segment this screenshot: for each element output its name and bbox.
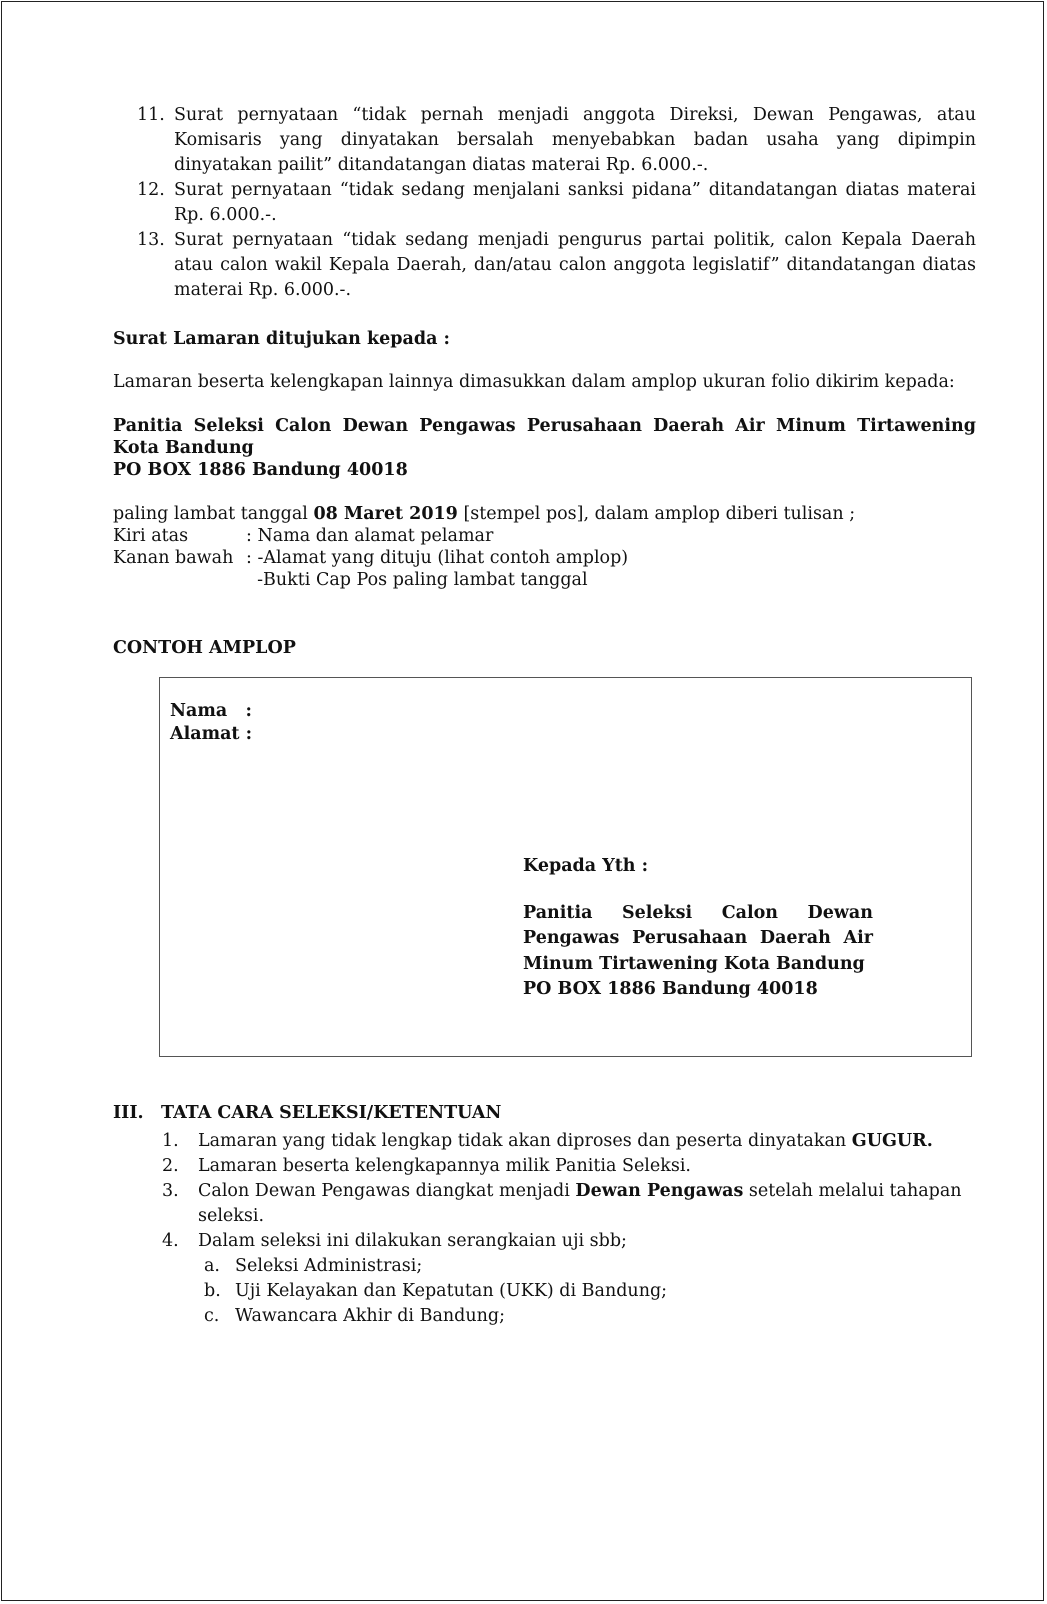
envelope-to-line: Panitia Seleksi Calon Dewan — [523, 902, 873, 923]
section3-list — [162, 1129, 976, 1329]
deadline-date: 08 Maret 2019 — [313, 504, 458, 524]
envelope-to-line: Minum Tirtawening Kota Bandung — [523, 953, 865, 974]
list-bold-text: GUGUR. — [851, 1131, 933, 1151]
instruction-key: Kiri atas — [113, 526, 189, 546]
sub-list-item — [198, 1279, 976, 1304]
list-number: 3. — [162, 1181, 179, 1201]
sub-list — [198, 1254, 976, 1329]
instruction-row — [113, 547, 976, 569]
list-item — [162, 1154, 976, 1179]
list-item — [162, 1229, 976, 1329]
sub-list-letter: b. — [204, 1281, 221, 1301]
list-number: 12. — [137, 180, 165, 200]
list-item — [137, 103, 976, 178]
deadline-suffix: [stempel pos], dalam amplop diberi tulisan ; — [457, 504, 856, 524]
sub-list-text: Wawancara Akhir di Bandung; — [235, 1306, 505, 1326]
list-item — [137, 178, 976, 228]
list-text: Lamaran yang tidak lengkap tidak akan diproses dan peserta dinyatakan — [198, 1131, 852, 1151]
addressed-intro: Lamaran beserta kelengkapan lainnya dimasukkan dalam amplop ukuran folio dikirim kepada: — [113, 372, 955, 392]
section3-title: TATA CARA SELEKSI/KETENTUAN — [161, 1103, 502, 1123]
list-text: Surat pernyataan “tidak sedang menjalani sanksi pidana” ditandatangan diatas materai Rp. 6.000.-. — [174, 180, 976, 225]
deadline-line — [113, 503, 976, 525]
sub-list-text: Seleksi Administrasi; — [235, 1256, 423, 1276]
instruction-row — [113, 569, 976, 591]
list-text: Dalam seleksi ini dilakukan serangkaian uji sbb; — [198, 1231, 627, 1251]
instruction-value: -Bukti Cap Pos paling lambat tanggal — [246, 570, 588, 590]
document-page — [1, 1, 1044, 1601]
recipient-name: Panitia Seleksi Calon Dewan Pengawas Perusahaan Daerah Air Minum Tirtawening Kota Bandung — [113, 416, 976, 458]
list-item — [162, 1129, 976, 1154]
envelope-example — [159, 677, 972, 1057]
envelope-address-label: Alamat : — [170, 724, 253, 744]
list-number: 11. — [137, 105, 165, 125]
sub-list-letter: a. — [204, 1256, 220, 1276]
envelope-name-label: Nama : — [170, 701, 252, 721]
instruction-value: : -Alamat yang dituju (lihat contoh amplop) — [246, 548, 629, 568]
list-item — [137, 228, 976, 303]
list-item — [162, 1179, 976, 1229]
requirements-list — [137, 103, 976, 303]
list-number: 13. — [137, 230, 165, 250]
list-text: Lamaran beserta kelengkapannya milik Panitia Seleksi. — [198, 1156, 691, 1176]
envelope-to-line: PO BOX 1886 Bandung 40018 — [523, 979, 818, 999]
sub-list-item — [198, 1254, 976, 1279]
list-text-end: setelah melalui tahapan seleksi. — [198, 1181, 962, 1226]
envelope-to-line: Pengawas Perusahaan Daerah Air — [523, 928, 873, 948]
sub-list-letter: c. — [204, 1306, 220, 1326]
addressed-heading: Surat Lamaran ditujukan kepada : — [113, 329, 450, 349]
list-number: 1. — [162, 1131, 179, 1151]
instruction-row — [113, 525, 976, 547]
sub-list-text: Uji Kelayakan dan Kepatutan (UKK) di Bandung; — [235, 1281, 668, 1301]
envelope-recipient — [523, 854, 873, 1003]
recipient-pobox: PO BOX 1886 Bandung 40018 — [113, 460, 408, 480]
instruction-key — [113, 569, 246, 591]
list-number: 2. — [162, 1156, 179, 1176]
envelope-sender — [170, 700, 252, 746]
list-text: Surat pernyataan “tidak pernah menjadi anggota Direksi, Dewan Pengawas, atau Komisaris yang dinyatakan bersalah menyebabkan badan usaha yang dipimpin dinyatakan pailit” ditandatangan diatas materai Rp. 6.000.-. — [174, 105, 976, 175]
section3-number: III. — [113, 1103, 144, 1123]
deadline-prefix: paling lambat tanggal — [113, 504, 314, 524]
list-number: 4. — [162, 1231, 179, 1251]
list-text: Calon Dewan Pengawas diangkat menjadi — [198, 1181, 576, 1201]
envelope-heading: CONTOH AMPLOP — [113, 638, 296, 658]
list-bold-text: Dewan Pengawas — [575, 1181, 744, 1201]
instruction-key: Kanan bawah — [113, 548, 234, 568]
label-instructions — [113, 525, 976, 591]
list-text: Surat pernyataan “tidak sedang menjadi pengurus partai politik, calon Kepala Daerah atau calon wakil Kepala Daerah, dan/atau calon anggota legislatif” ditandatangan diatas materai Rp. 6.000.-. — [174, 230, 976, 300]
instruction-value: : Nama dan alamat pelamar — [246, 526, 494, 546]
section3-heading — [113, 1101, 976, 1126]
sub-list-item — [198, 1304, 976, 1329]
envelope-to-label: Kepada Yth : — [523, 856, 649, 876]
